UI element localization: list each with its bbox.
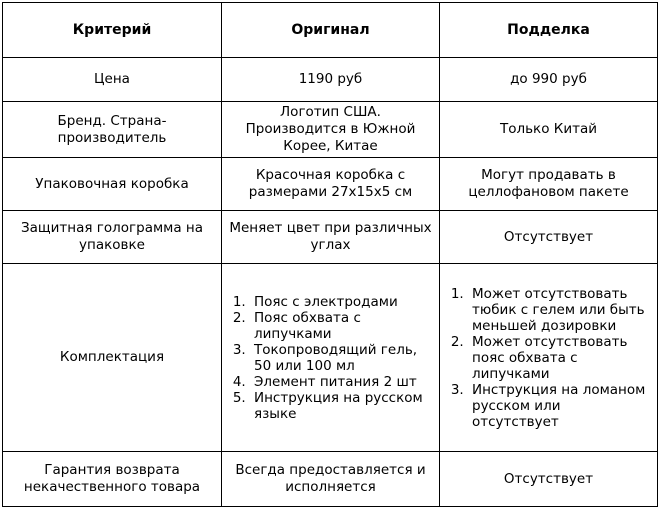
fake-cell: Отсутствует: [440, 452, 658, 507]
table-row: [3, 264, 658, 452]
original-cell: Всегда предоставляется и исполняется: [222, 452, 440, 507]
criterion-cell: Комплектация: [3, 264, 222, 452]
table-row: [3, 58, 658, 102]
original-cell: 1190 руб: [222, 58, 440, 102]
fake-cell: Отсутствует: [440, 211, 658, 264]
fake-cell: Могут продавать в целлофановом пакете: [440, 158, 658, 211]
list-item: 1. Пояс с электродами: [250, 294, 433, 310]
list-item: 5. Инструкция на русском языке: [250, 390, 433, 422]
original-cell: Логотип США. Производится в Южной Корее, Китае: [222, 102, 440, 158]
table-row: [3, 211, 658, 264]
table-header-row: [3, 3, 658, 58]
comparison-table: [2, 2, 658, 507]
criterion-cell: Цена: [3, 58, 222, 102]
list-item: 3. Инструкция на ломаном русском или отсутствует: [468, 382, 651, 430]
table-row: [3, 158, 658, 211]
criterion-cell: Защитная голограмма на упаковке: [3, 211, 222, 264]
list-item: 2. Может отсутствовать пояс обхвата с липучками: [468, 334, 651, 382]
header-criterion: Критерий: [3, 3, 222, 58]
list-item: 1. Может отсутствовать тюбик с гелем или быть меньшей дозировки: [468, 286, 651, 334]
list-item: 3. Токопроводящий гель, 50 или 100 мл: [250, 342, 433, 374]
original-cell: Меняет цвет при различных углах: [222, 211, 440, 264]
table-row: [3, 452, 658, 507]
original-kit-list: [228, 294, 433, 422]
fake-kit-list: [446, 286, 651, 430]
list-item: 4. Элемент питания 2 шт: [250, 374, 433, 390]
header-fake: Подделка: [440, 3, 658, 58]
fake-cell: Только Китай: [440, 102, 658, 158]
fake-cell: до 990 руб: [440, 58, 658, 102]
original-list-cell: [222, 264, 440, 452]
fake-list-cell: [440, 264, 658, 452]
table-row: [3, 102, 658, 158]
criterion-cell: Бренд. Страна-производитель: [3, 102, 222, 158]
criterion-cell: Упаковочная коробка: [3, 158, 222, 211]
list-item: 2. Пояс обхвата с липучками: [250, 310, 433, 342]
header-original: Оригинал: [222, 3, 440, 58]
original-cell: Красочная коробка с размерами 27х15х5 см: [222, 158, 440, 211]
criterion-cell: Гарантия возврата некачественного товара: [3, 452, 222, 507]
